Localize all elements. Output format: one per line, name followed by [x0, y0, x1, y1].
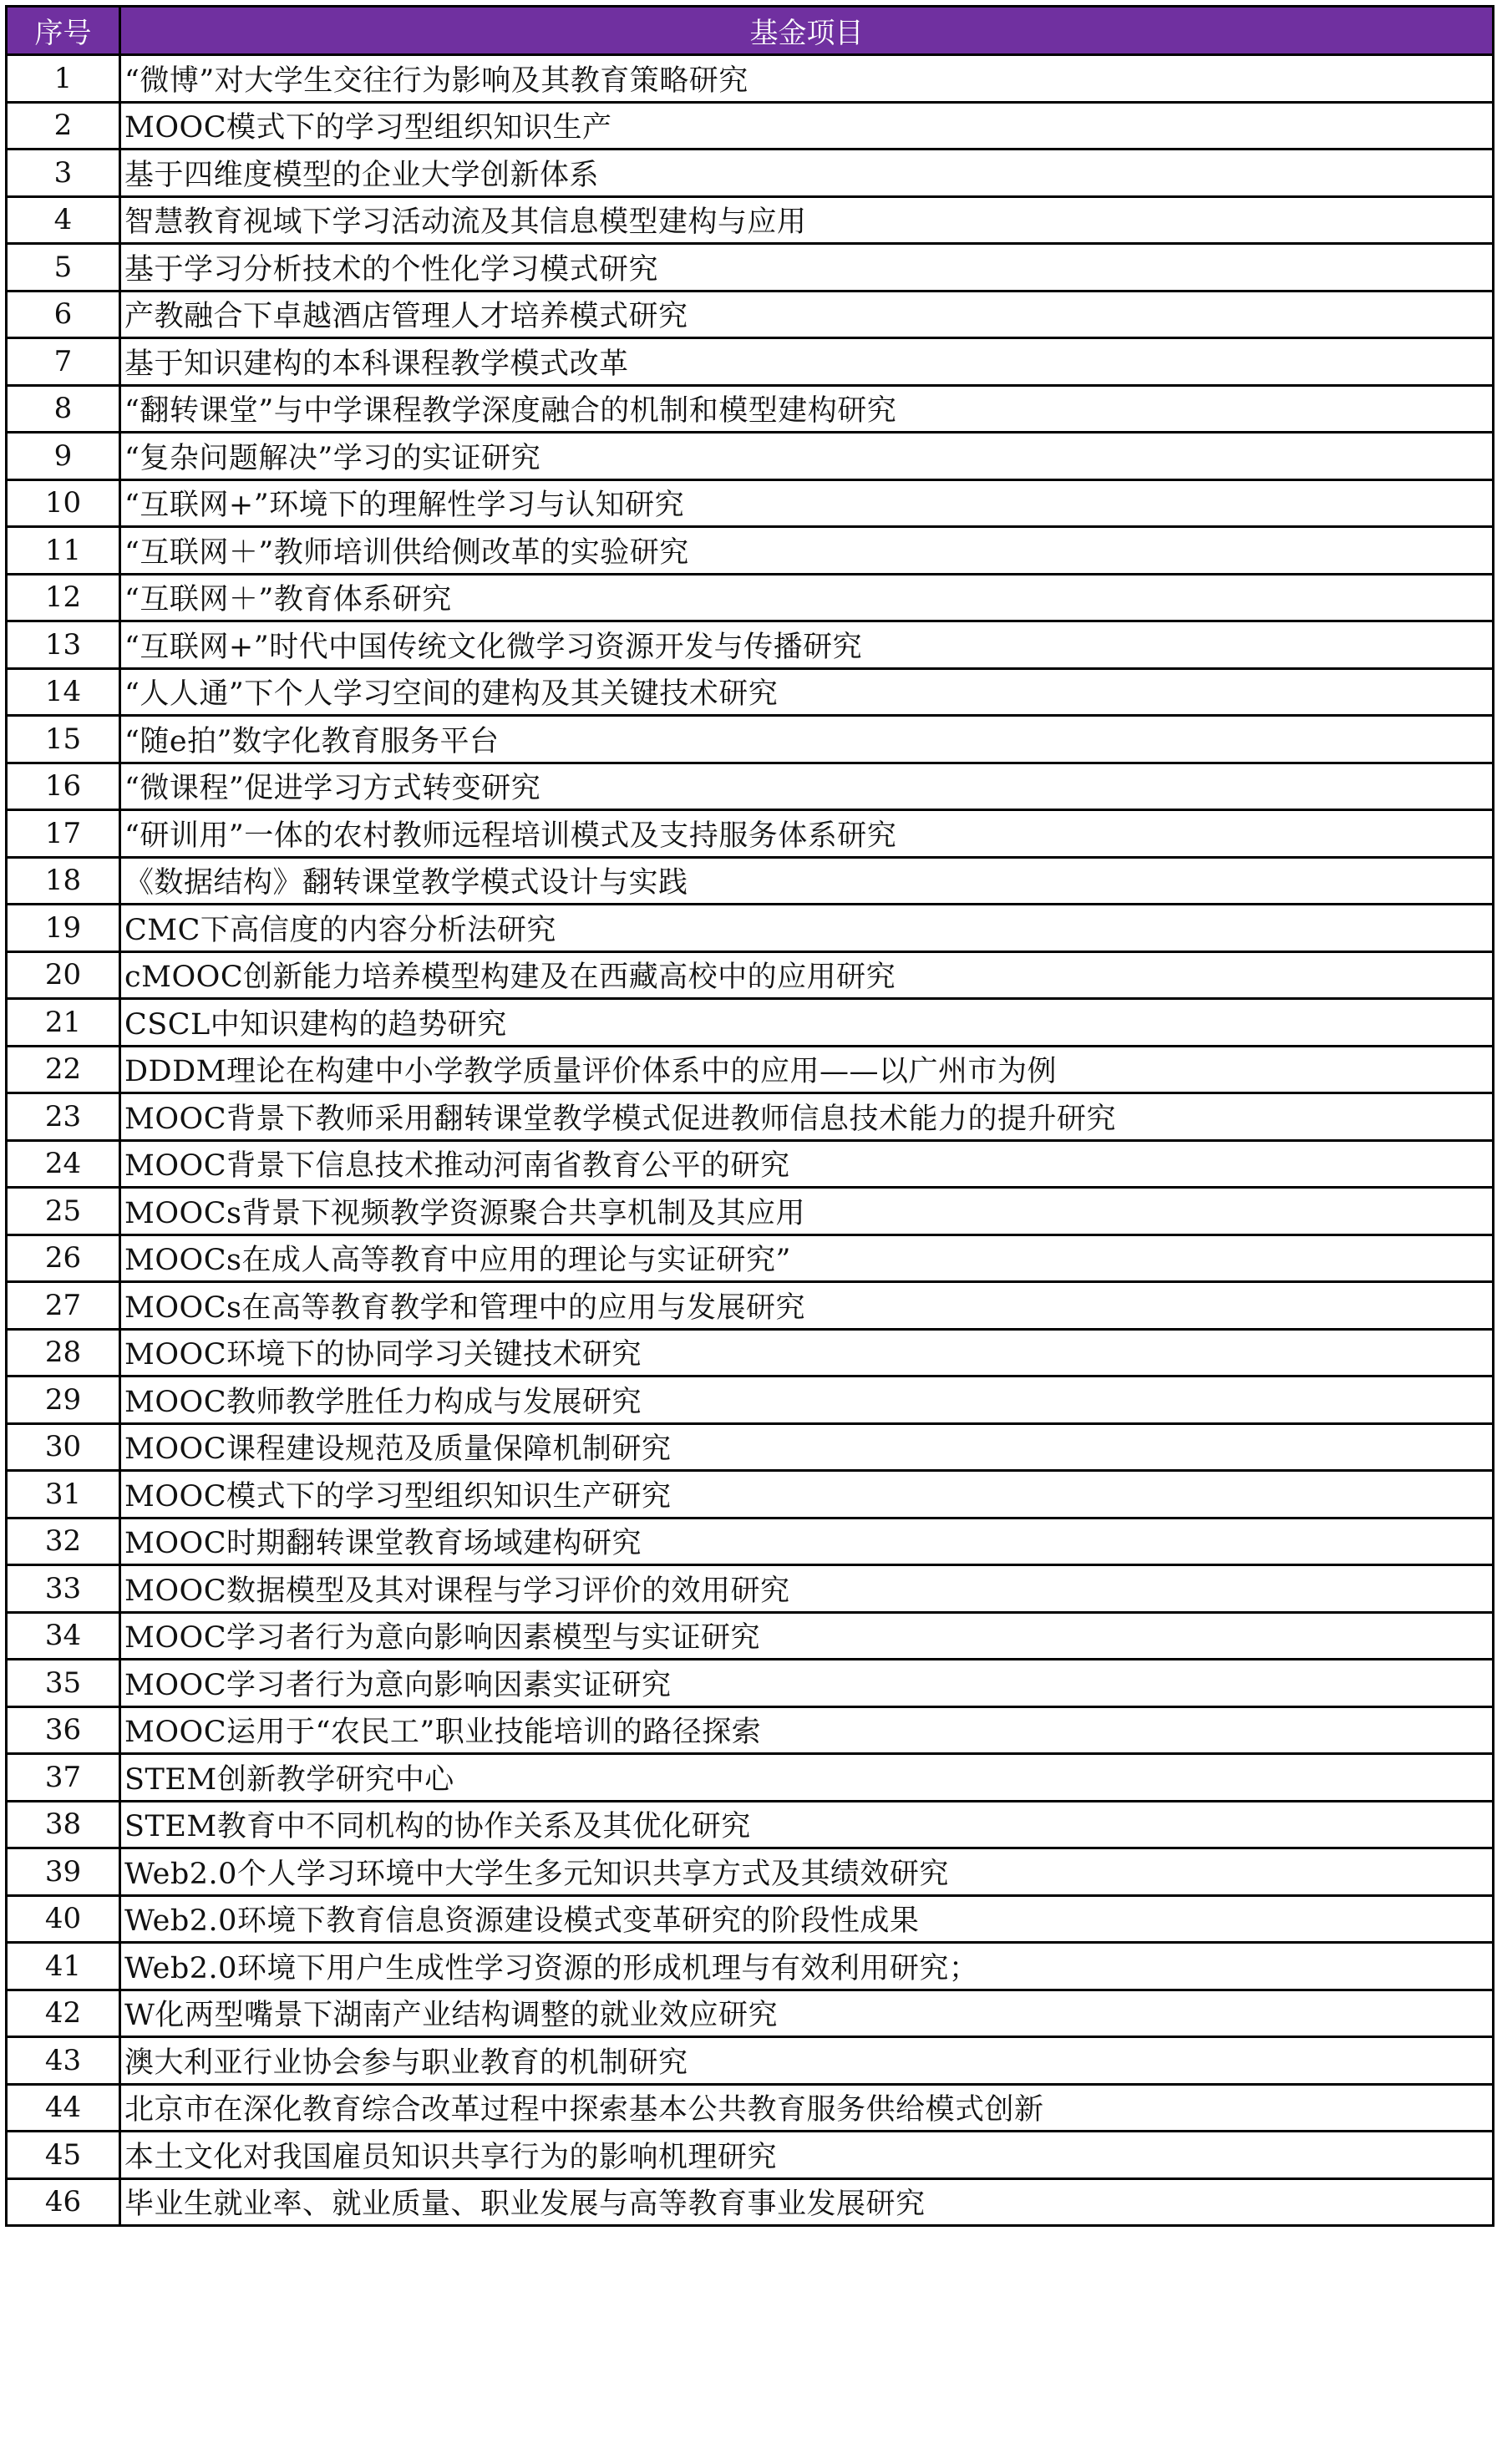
row-number-cell[interactable]: 22: [7, 1046, 120, 1093]
table-row: [7, 433, 1494, 480]
row-number-cell[interactable]: 28: [7, 1329, 120, 1376]
row-number-cell[interactable]: 32: [7, 1518, 120, 1565]
table-row: [7, 668, 1494, 716]
table-row: [7, 1093, 1494, 1141]
project-title-cell[interactable]: 澳大利亚行业协会参与职业教育的机制研究: [120, 2037, 1494, 2085]
row-number-cell[interactable]: 5: [7, 244, 120, 292]
table-row: [7, 621, 1494, 669]
table-row: [7, 1848, 1494, 1896]
row-number-cell[interactable]: 15: [7, 716, 120, 763]
table-row: [7, 291, 1494, 338]
project-title-cell[interactable]: MOOC模式下的学习型组织知识生产研究: [120, 1471, 1494, 1518]
header-number[interactable]: 序号: [7, 7, 120, 55]
row-number-cell[interactable]: 34: [7, 1612, 120, 1660]
table-row: [7, 1660, 1494, 1707]
row-number-cell[interactable]: 25: [7, 1188, 120, 1235]
table-row: [7, 55, 1494, 103]
table-row: [7, 527, 1494, 575]
row-number-cell[interactable]: 24: [7, 1140, 120, 1188]
row-number-cell[interactable]: 39: [7, 1848, 120, 1896]
table-row: [7, 1329, 1494, 1376]
project-title-cell[interactable]: W化两型嘴景下湖南产业结构调整的就业效应研究: [120, 1990, 1494, 2037]
row-number-cell[interactable]: 31: [7, 1471, 120, 1518]
table-row: [7, 2178, 1494, 2226]
row-number-cell[interactable]: 46: [7, 2178, 120, 2226]
table-row: [7, 857, 1494, 905]
row-number-cell[interactable]: 40: [7, 1895, 120, 1943]
project-title-cell[interactable]: MOOC背景下教师采用翻转课堂教学模式促进教师信息技术能力的提升研究: [120, 1093, 1494, 1141]
row-number-cell[interactable]: 9: [7, 433, 120, 480]
project-title-cell[interactable]: 基于学习分析技术的个性化学习模式研究: [120, 244, 1494, 292]
row-number-cell[interactable]: 33: [7, 1565, 120, 1613]
project-title-cell[interactable]: MOOC时期翻转课堂教育场域建构研究: [120, 1518, 1494, 1565]
project-title-cell[interactable]: 智慧教育视域下学习活动流及其信息模型建构与应用: [120, 196, 1494, 244]
table-row: [7, 1801, 1494, 1848]
table-row: [7, 905, 1494, 952]
row-number-cell[interactable]: 26: [7, 1235, 120, 1282]
row-number-cell[interactable]: 16: [7, 763, 120, 810]
table-row: [7, 574, 1494, 621]
table-row: [7, 1754, 1494, 1802]
row-number-cell[interactable]: 21: [7, 999, 120, 1047]
project-title-cell[interactable]: Web2.0个人学习环境中大学生多元知识共享方式及其绩效研究: [120, 1848, 1494, 1896]
table-row: [7, 102, 1494, 150]
project-title-cell[interactable]: “互联网+”时代中国传统文化微学习资源开发与传播研究: [120, 621, 1494, 669]
project-title-cell[interactable]: “互联网+”环境下的理解性学习与认知研究: [120, 479, 1494, 527]
project-title-cell[interactable]: CSCL中知识建构的趋势研究: [120, 999, 1494, 1047]
project-title-cell[interactable]: “互联网＋”教师培训供给侧改革的实验研究: [120, 527, 1494, 575]
project-title-cell[interactable]: Web2.0环境下教育信息资源建设模式变革研究的阶段性成果: [120, 1895, 1494, 1943]
project-title-cell[interactable]: STEM创新教学研究中心: [120, 1754, 1494, 1802]
table-row: [7, 999, 1494, 1047]
project-title-cell[interactable]: “随e拍”数字化教育服务平台: [120, 716, 1494, 763]
row-number-cell[interactable]: 7: [7, 338, 120, 386]
table-body: [7, 55, 1494, 2226]
project-title-cell[interactable]: 基于知识建构的本科课程教学模式改革: [120, 338, 1494, 386]
table-row: [7, 1990, 1494, 2037]
row-number-cell[interactable]: 38: [7, 1801, 120, 1848]
project-title-cell[interactable]: “微课程”促进学习方式转变研究: [120, 763, 1494, 810]
project-title-cell[interactable]: CMC下高信度的内容分析法研究: [120, 905, 1494, 952]
project-title-cell[interactable]: cMOOC创新能力培养模型构建及在西藏高校中的应用研究: [120, 951, 1494, 999]
row-number-cell[interactable]: 6: [7, 291, 120, 338]
row-number-cell[interactable]: 44: [7, 2084, 120, 2132]
table-row: [7, 1943, 1494, 1990]
table-row: [7, 1423, 1494, 1471]
project-title-cell[interactable]: MOOC教师教学胜任力构成与发展研究: [120, 1376, 1494, 1424]
table-row: [7, 1376, 1494, 1424]
funding-projects-table: [5, 5, 1494, 2227]
row-number-cell[interactable]: 19: [7, 905, 120, 952]
row-number-cell[interactable]: 8: [7, 385, 120, 433]
header-row: [7, 7, 1494, 55]
table-row: [7, 150, 1494, 197]
row-number-cell[interactable]: 42: [7, 1990, 120, 2037]
table-row: [7, 2084, 1494, 2132]
row-number-cell[interactable]: 29: [7, 1376, 120, 1424]
project-title-cell[interactable]: “互联网＋”教育体系研究: [120, 574, 1494, 621]
table-row: [7, 196, 1494, 244]
project-title-cell[interactable]: DDDM理论在构建中小学教学质量评价体系中的应用——以广州市为例: [120, 1046, 1494, 1093]
project-title-cell[interactable]: MOOCs在高等教育教学和管理中的应用与发展研究: [120, 1282, 1494, 1330]
project-title-cell[interactable]: MOOC运用于“农民工”职业技能培训的路径探索: [120, 1706, 1494, 1754]
project-title-cell[interactable]: MOOC课程建设规范及质量保障机制研究: [120, 1423, 1494, 1471]
row-number-cell[interactable]: 11: [7, 527, 120, 575]
project-title-cell[interactable]: “翻转课堂”与中学课程教学深度融合的机制和模型建构研究: [120, 385, 1494, 433]
table-row: [7, 1471, 1494, 1518]
table-row: [7, 1518, 1494, 1565]
table-row: [7, 2037, 1494, 2085]
row-number-cell[interactable]: 14: [7, 668, 120, 716]
project-title-cell[interactable]: 毕业生就业率、就业质量、职业发展与高等教育事业发展研究: [120, 2178, 1494, 2226]
project-title-cell[interactable]: “研训用”一体的农村教师远程培训模式及支持服务体系研究: [120, 810, 1494, 858]
table-row: [7, 2132, 1494, 2179]
table-row: [7, 1895, 1494, 1943]
table-row: [7, 479, 1494, 527]
project-title-cell[interactable]: MOOCs在成人高等教育中应用的理论与实证研究”: [120, 1235, 1494, 1282]
table-row: [7, 1140, 1494, 1188]
table-row: [7, 1282, 1494, 1330]
project-title-cell[interactable]: MOOCs背景下视频教学资源聚合共享机制及其应用: [120, 1188, 1494, 1235]
row-number-cell[interactable]: 27: [7, 1282, 120, 1330]
table-row: [7, 1706, 1494, 1754]
header-project[interactable]: 基金项目: [120, 7, 1494, 55]
row-number-cell[interactable]: 1: [7, 55, 120, 103]
row-number-cell[interactable]: 37: [7, 1754, 120, 1802]
table-row: [7, 385, 1494, 433]
row-number-cell[interactable]: 12: [7, 574, 120, 621]
table-row: [7, 763, 1494, 810]
project-title-cell[interactable]: 产教融合下卓越酒店管理人才培养模式研究: [120, 291, 1494, 338]
project-title-cell[interactable]: 本土文化对我国雇员知识共享行为的影响机理研究: [120, 2132, 1494, 2179]
project-title-cell[interactable]: “复杂问题解决”学习的实证研究: [120, 433, 1494, 480]
project-title-cell[interactable]: 基于四维度模型的企业大学创新体系: [120, 150, 1494, 197]
table-row: [7, 1235, 1494, 1282]
row-number-cell[interactable]: 36: [7, 1706, 120, 1754]
table-row: [7, 1565, 1494, 1613]
project-title-cell[interactable]: MOOC模式下的学习型组织知识生产: [120, 102, 1494, 150]
row-number-cell[interactable]: 43: [7, 2037, 120, 2085]
row-number-cell[interactable]: 18: [7, 857, 120, 905]
table-row: [7, 1046, 1494, 1093]
project-title-cell[interactable]: MOOC背景下信息技术推动河南省教育公平的研究: [120, 1140, 1494, 1188]
project-title-cell[interactable]: MOOC学习者行为意向影响因素模型与实证研究: [120, 1612, 1494, 1660]
row-number-cell[interactable]: 3: [7, 150, 120, 197]
row-number-cell[interactable]: 4: [7, 196, 120, 244]
project-title-cell[interactable]: MOOC环境下的协同学习关键技术研究: [120, 1329, 1494, 1376]
row-number-cell[interactable]: 45: [7, 2132, 120, 2179]
table-row: [7, 338, 1494, 386]
project-title-cell[interactable]: Web2.0环境下用户生成性学习资源的形成机理与有效利用研究；: [120, 1943, 1494, 1990]
project-title-cell[interactable]: MOOC学习者行为意向影响因素实证研究: [120, 1660, 1494, 1707]
row-number-cell[interactable]: 41: [7, 1943, 120, 1990]
project-title-cell[interactable]: MOOC数据模型及其对课程与学习评价的效用研究: [120, 1565, 1494, 1613]
row-number-cell[interactable]: 10: [7, 479, 120, 527]
row-number-cell[interactable]: 35: [7, 1660, 120, 1707]
project-title-cell[interactable]: 《数据结构》翻转课堂教学模式设计与实践: [120, 857, 1494, 905]
table-row: [7, 951, 1494, 999]
project-title-cell[interactable]: “微博”对大学生交往行为影响及其教育策略研究: [120, 55, 1494, 103]
table-row: [7, 810, 1494, 858]
table-row: [7, 1188, 1494, 1235]
project-title-cell[interactable]: STEM教育中不同机构的协作关系及其优化研究: [120, 1801, 1494, 1848]
project-title-cell[interactable]: 北京市在深化教育综合改革过程中探索基本公共教育服务供给模式创新: [120, 2084, 1494, 2132]
row-number-cell[interactable]: 23: [7, 1093, 120, 1141]
table-row: [7, 716, 1494, 763]
project-title-cell[interactable]: “人人通”下个人学习空间的建构及其关键技术研究: [120, 668, 1494, 716]
row-number-cell[interactable]: 2: [7, 102, 120, 150]
row-number-cell[interactable]: 30: [7, 1423, 120, 1471]
row-number-cell[interactable]: 17: [7, 810, 120, 858]
table-row: [7, 1612, 1494, 1660]
table-row: [7, 244, 1494, 292]
row-number-cell[interactable]: 20: [7, 951, 120, 999]
row-number-cell[interactable]: 13: [7, 621, 120, 669]
